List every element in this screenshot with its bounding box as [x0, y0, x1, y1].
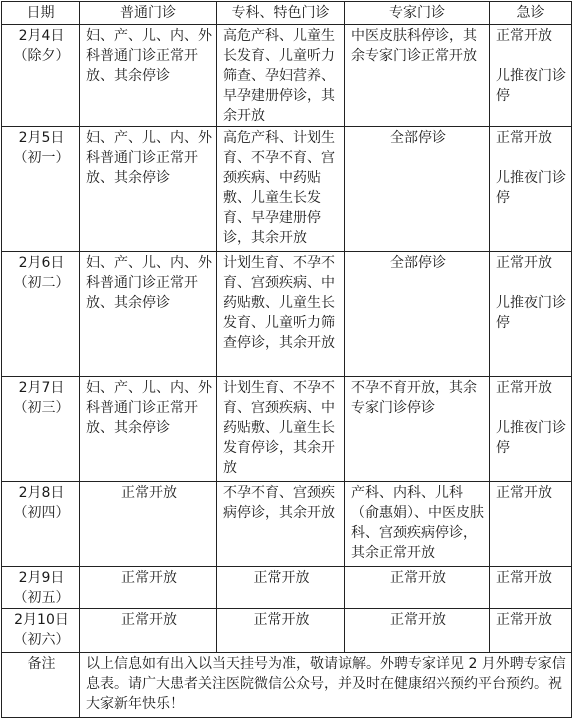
date-cell — [2, 252, 80, 377]
note-text: 以上信息如有出入以当天挂号为准，敬请谅解。外聘专家详见 2 月外聘专家信息表。请广大患者关注医院微信公众号，并及时在健康绍兴预约平台预约。祝大家新年快乐！ — [80, 653, 572, 718]
general-clinic-cell: 妇、产、儿、内、外科普通门诊正常开放、其余停诊 — [80, 127, 217, 252]
expert-clinic-cell: 产科、内科、儿科（俞惠娟）、中医皮肤科、宫颈疾病停诊，其余正常开放 — [345, 482, 490, 567]
date-text: 2月10日 — [14, 612, 69, 628]
header-row — [2, 2, 572, 25]
special-clinic-cell: 计划生育、不孕不育、宫颈疾病、中药贴敷、儿童生长发育、儿童听力筛查停诊，其余开放 — [217, 252, 345, 377]
header-date: 日期 — [2, 2, 80, 25]
expert-clinic-cell: 正常开放 — [345, 567, 490, 609]
header-general-clinic: 普通门诊 — [80, 2, 217, 25]
date-text: 2月9日 — [18, 570, 65, 586]
special-clinic-cell: 计划生育、不孕不育、宫颈疾病、中药贴敷、儿童生长发育停诊，其余开放 — [217, 377, 345, 482]
emergency-cell — [490, 252, 572, 377]
date-text: 2月4日 — [18, 28, 65, 44]
holiday-clinic-schedule-table — [1, 1, 572, 718]
header-expert-clinic: 专家门诊 — [345, 2, 490, 25]
emergency-status: 正常开放 — [496, 130, 552, 146]
emergency-cell: 正常开放 — [490, 482, 572, 567]
date-text: 2月8日 — [18, 485, 65, 501]
table-row — [2, 482, 572, 567]
special-clinic-cell: 正常开放 — [217, 609, 345, 653]
emergency-cell: 正常开放 — [490, 609, 572, 653]
emergency-note: 儿推夜门诊停 — [496, 68, 566, 104]
table-row — [2, 377, 572, 482]
header-special-clinic: 专科、特色门诊 — [217, 2, 345, 25]
table-row — [2, 609, 572, 653]
date-text: 2月5日 — [18, 130, 65, 146]
expert-clinic-cell: 全部停诊 — [345, 252, 490, 377]
emergency-status: 正常开放 — [496, 380, 552, 396]
emergency-cell: 正常开放 — [490, 567, 572, 609]
emergency-note: 儿推夜门诊停 — [496, 170, 566, 206]
day-text: （初三） — [13, 400, 70, 416]
expert-clinic-cell: 不孕不育开放，其余专家门诊停诊 — [345, 377, 490, 482]
day-text: （初五） — [13, 590, 70, 606]
date-cell — [2, 377, 80, 482]
emergency-cell — [490, 25, 572, 127]
date-cell — [2, 609, 80, 653]
expert-clinic-cell: 中医皮肤科停诊，其余专家门诊正常开放 — [345, 25, 490, 127]
general-clinic-cell: 正常开放 — [80, 482, 217, 567]
day-text: （初六） — [13, 632, 70, 648]
special-clinic-cell: 高危产科、计划生育、不孕不育、宫颈疾病、中药贴敷、儿童生长发育、早孕建册停诊，其余开放 — [217, 127, 345, 252]
general-clinic-cell: 妇、产、儿、内、外科普通门诊正常开放、其余停诊 — [80, 252, 217, 377]
table-row — [2, 25, 572, 127]
date-cell — [2, 25, 80, 127]
day-text: （初一） — [13, 150, 70, 166]
note-row — [2, 653, 572, 718]
table-row — [2, 127, 572, 252]
date-text: 2月7日 — [18, 380, 65, 396]
day-text: （初四） — [13, 505, 70, 521]
general-clinic-cell: 正常开放 — [80, 567, 217, 609]
special-clinic-cell: 不孕不育、宫颈疾病停诊，其余开放 — [217, 482, 345, 567]
emergency-status: 正常开放 — [496, 28, 552, 44]
emergency-status: 正常开放 — [496, 255, 552, 271]
table-row — [2, 567, 572, 609]
emergency-note: 儿推夜门诊停 — [496, 295, 566, 331]
emergency-cell — [490, 127, 572, 252]
general-clinic-cell: 妇、产、儿、内、外科普通门诊正常开放、其余停诊 — [80, 25, 217, 127]
general-clinic-cell: 正常开放 — [80, 609, 217, 653]
day-text: （初二） — [13, 275, 70, 291]
special-clinic-cell: 正常开放 — [217, 567, 345, 609]
header-emergency: 急诊 — [490, 2, 572, 25]
date-text: 2月6日 — [18, 255, 65, 271]
special-clinic-cell: 高危产科、儿童生长发育、儿童听力筛查、孕妇营养、早孕建册停诊，其余开放 — [217, 25, 345, 127]
emergency-cell — [490, 377, 572, 482]
emergency-note: 儿推夜门诊停 — [496, 420, 566, 456]
date-cell — [2, 567, 80, 609]
general-clinic-cell: 妇、产、儿、内、外科普通门诊正常开放、其余停诊 — [80, 377, 217, 482]
table-row — [2, 252, 572, 377]
date-cell — [2, 482, 80, 567]
expert-clinic-cell: 全部停诊 — [345, 127, 490, 252]
date-cell — [2, 127, 80, 252]
note-label: 备注 — [2, 653, 80, 718]
expert-clinic-cell: 正常开放 — [345, 609, 490, 653]
day-text: （除夕） — [13, 48, 70, 64]
